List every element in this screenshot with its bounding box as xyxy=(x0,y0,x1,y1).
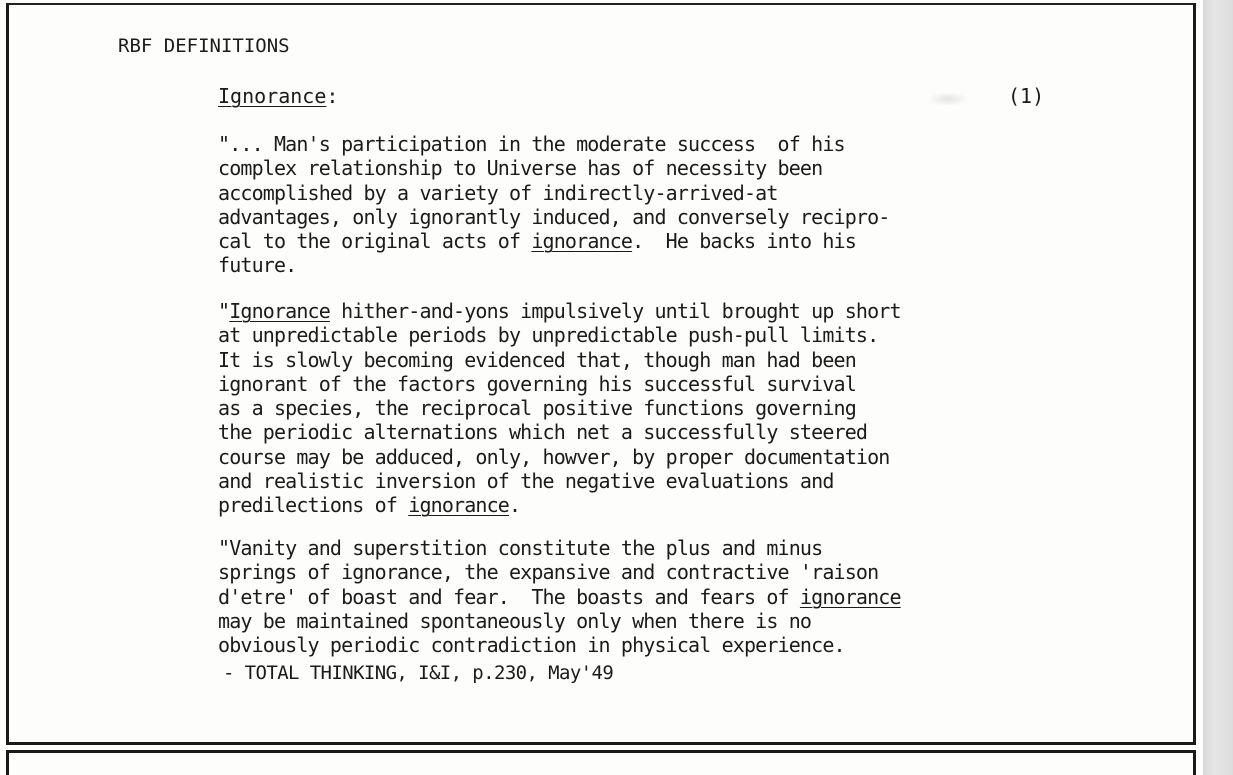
text-line xyxy=(218,560,1118,584)
text-segment: future. xyxy=(218,253,297,278)
term-word: Ignorance xyxy=(218,84,327,108)
text-segment: may be maintained spontaneously only when there is no xyxy=(218,608,812,633)
quote-paragraph-2 xyxy=(218,299,1118,518)
text-segment: and realistic inversion of the negative evaluations and xyxy=(218,469,834,494)
text-line xyxy=(218,420,1118,444)
text-segment: accomplished by a variety of indirectly-arrived-at xyxy=(218,180,778,205)
text-segment: It is slowly becoming evidenced that, though man had been xyxy=(218,347,856,372)
text-segment: as a species, the reciprocal positive functions governing xyxy=(218,396,856,421)
text-segment: obviously periodic contradiction in physical experience. xyxy=(218,633,845,658)
document-header: RBF DEFINITIONS xyxy=(118,35,290,57)
scan-margin xyxy=(1203,0,1233,775)
text-segment: "Vanity and superstition constitute the plus and minus xyxy=(218,536,823,560)
citation: - TOTAL THINKING, I&I, p.230, May'49 xyxy=(223,662,614,684)
text-line xyxy=(218,493,1118,517)
underlined-term: Ignorance xyxy=(229,299,330,323)
text-line xyxy=(218,609,1118,633)
text-line xyxy=(218,445,1118,469)
term-heading xyxy=(218,84,338,108)
text-line xyxy=(218,348,1118,372)
text-segment: . xyxy=(508,493,521,518)
text-segment: springs of ignorance, the expansive and contractive 'raison xyxy=(218,560,879,585)
text-line xyxy=(218,156,1118,180)
text-line xyxy=(218,299,1118,323)
text-line xyxy=(218,536,1118,560)
text-segment: " xyxy=(218,299,230,323)
quote-paragraph-3 xyxy=(218,536,1118,657)
text-segment: at unpredictable periods by unpredictable push-pull limits. xyxy=(218,323,879,348)
text-segment: hither-and-yons impulsively until brought up short xyxy=(329,299,901,323)
underlined-term: ignorance xyxy=(531,229,633,254)
text-line xyxy=(218,229,1118,253)
text-line xyxy=(218,585,1118,609)
entry-number: (1) xyxy=(1008,84,1045,108)
text-segment: "... Man's participation in the moderate success of his xyxy=(218,132,845,156)
quote-paragraph-1 xyxy=(218,132,1118,278)
term-colon: : xyxy=(326,84,339,108)
text-line xyxy=(218,633,1118,657)
text-line xyxy=(218,253,1118,277)
text-line xyxy=(218,205,1118,229)
text-line xyxy=(218,181,1118,205)
text-segment: d'etre' of boast and fear. The boasts and fears of xyxy=(218,584,800,609)
scan-smudge xyxy=(928,92,968,106)
text-line xyxy=(218,132,1118,156)
text-line xyxy=(218,396,1118,420)
text-line xyxy=(218,372,1118,396)
text-segment: predilections of xyxy=(218,493,409,518)
text-line xyxy=(218,469,1118,493)
underlined-term: ignorance xyxy=(799,584,901,609)
underlined-term: ignorance xyxy=(408,493,509,518)
text-segment: complex relationship to Universe has of necessity been xyxy=(218,156,823,181)
text-line xyxy=(218,323,1118,347)
text-segment: cal to the original acts of xyxy=(218,229,532,254)
text-segment: advantages, only ignorantly induced, and conversely recipro- xyxy=(218,204,890,229)
text-segment: . He backs into his xyxy=(632,229,856,254)
text-segment: the periodic alternations which net a successfully steered xyxy=(218,420,868,445)
text-segment: course may be adduced, only, howver, by proper documentation xyxy=(218,444,890,469)
text-segment: ignorant of the factors governing his successful survival xyxy=(218,371,856,396)
next-card-edge xyxy=(6,750,1196,775)
